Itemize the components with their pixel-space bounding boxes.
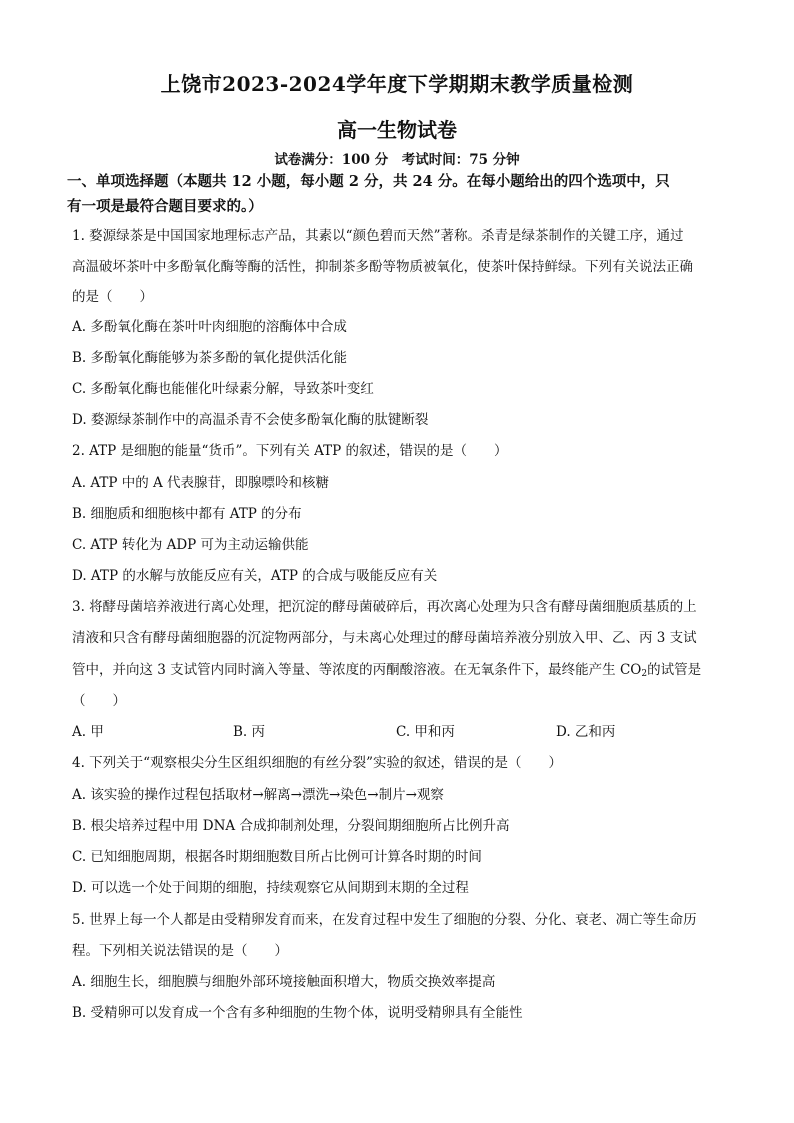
q2-stem: 2. ATP 是细胞的能量“货币”。下列有关 ATP 的叙述，错误的是（ ） [72,443,508,459]
q3-option-d: D. 乙和丙 [556,724,616,740]
q1-stem-line1: 1. 婺源绿茶是中国国家地理标志产品，其素以“颜色碧而天然”著称。杀青是绿茶制作的关键工序，通过 [72,228,684,244]
q2-option-a: A. ATP 中的 A 代表腺苷，即腺嘌呤和核糖 [72,475,330,491]
q4-option-a: A. 该实验的操作过程包括取材→解离→漂洗→染色→制片→观察 [72,787,444,803]
section-heading-line2: 有一项是最符合题目要求的。） [67,198,263,215]
q3-stem-line2: 清液和只含有酵母菌细胞器的沉淀物两部分，与未离心处理过的酵母菌培养液分别放入甲、乙、丙 3 支试 [72,630,697,646]
q3-stem-line3 [72,660,732,680]
q5-stem-line1: 5. 世界上每一个人都是由受精卵发育而来，在发育过程中发生了细胞的分裂、分化、衰老、凋亡等生命历 [72,912,697,928]
q3-stem-line3-end: 的试管是 [647,662,702,678]
q3-option-b: B. 丙 [233,724,266,740]
q1-option-b: B. 多酚氧化酶能够为茶多酚的氧化提供活化能 [72,350,348,366]
q1-option-c: C. 多酚氧化酶也能催化叶绿素分解，导致茶叶变红 [72,381,374,397]
q3-stem-line4: （ ） [72,693,126,709]
exam-title: 上饶市2023-2024学年度下学期期末教学质量检测 [160,72,634,96]
q4-stem: 4. 下列关于“观察根尖分生区组织细胞的有丝分裂”实验的叙述，错误的是（ ） [72,755,562,771]
q5-option-a: A. 细胞生长，细胞膜与细胞外部环境接触面积增大，物质交换效率提高 [72,974,496,990]
q1-stem-line3: 的是（ ） [72,289,153,305]
q3-stem-line1: 3. 将酵母菌培养液进行离心处理，把沉淀的酵母菌破碎后，再次离心处理为只含有酵母菌细胞质基质的上 [72,599,697,615]
q3-option-a: A. 甲 [72,724,104,740]
q4-option-d: D. 可以选一个处于间期的细胞，持续观察它从间期到末期的全过程 [72,880,469,896]
q3-stem-line3-text: 管中，并向这 3 支试管内同时滴入等量、等浓度的丙酮酸溶液。在无氧条件下，最终能产生 CO [72,662,642,678]
q4-option-c: C. 已知细胞周期，根据各时期细胞数目所占比例可计算各时期的时间 [72,849,482,865]
q1-stem-line2: 高温破坏茶叶中多酚氧化酶等酶的活性，抑制茶多酚等物质被氧化，使茶叶保持鲜绿。下列有关说法正确 [72,259,693,275]
exam-subtitle: 高一生物试卷 [337,118,457,142]
q5-stem-line2: 程。下列相关说法错误的是（ ） [72,943,288,959]
q1-option-a: A. 多酚氧化酶在茶叶叶肉细胞的溶酶体中合成 [72,319,347,335]
q3-co2-subscript: 2 [641,669,648,679]
section-heading-line1: 一、单项选择题（本题共 12 小题，每小题 2 分，共 24 分。在每小题给出的四个选项中，只 [67,173,670,190]
q1-option-d: D. 婺源绿茶制作中的高温杀青不会使多酚氧化酶的肽键断裂 [72,412,429,428]
q5-option-b: B. 受精卵可以发育成一个含有多种细胞的生物个体，说明受精卵具有全能性 [72,1005,523,1021]
q4-option-b: B. 根尖培养过程中用 DNA 合成抑制剂处理，分裂间期细胞所占比例升高 [72,818,510,834]
q2-option-b: B. 细胞质和细胞核中都有 ATP 的分布 [72,506,302,522]
exam-info: 试卷满分：100 分 考试时间：75 分钟 [274,152,520,168]
q2-option-d: D. ATP 的水解与放能反应有关，ATP 的合成与吸能反应有关 [72,568,438,584]
q3-option-c: C. 甲和丙 [396,724,455,740]
q2-option-c: C. ATP 转化为 ADP 可为主动运输供能 [72,537,309,553]
